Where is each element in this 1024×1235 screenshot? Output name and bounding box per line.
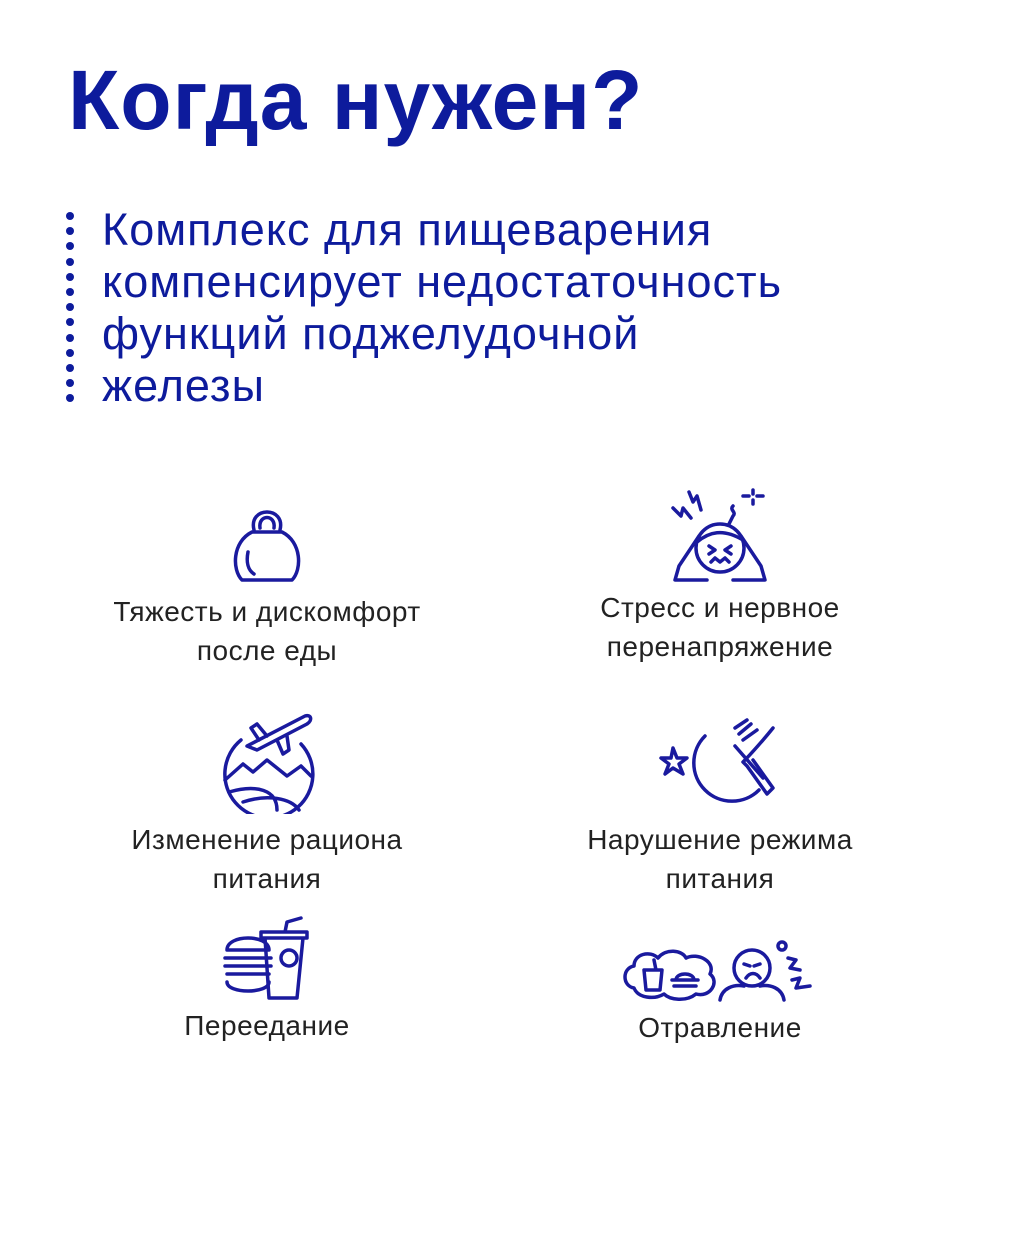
airplane-travel-icon — [217, 710, 317, 814]
subtitle-line: Комплекс для пищеварения — [102, 204, 713, 255]
item-label: после еды — [196, 635, 338, 666]
subtitle-line: функций поджелудочной — [102, 308, 640, 359]
page-title: Когда нужен? — [68, 53, 644, 147]
dotted-divider — [64, 212, 76, 408]
item-label: питания — [665, 863, 775, 894]
subtitle-line: компенсирует недостаточность — [102, 256, 783, 307]
nauseous-person-icon — [620, 938, 820, 1002]
item-stress — [490, 486, 950, 666]
item-label: питания — [212, 863, 322, 894]
item-regime — [490, 718, 950, 898]
stressed-person-icon — [665, 486, 775, 582]
item-label: перенапряжение — [606, 631, 834, 662]
item-label: Переедание — [184, 1010, 350, 1041]
kettlebell-icon — [222, 500, 312, 586]
item-diet-change — [37, 710, 497, 898]
subtitle-line: железы — [102, 360, 265, 411]
item-poisoning — [490, 938, 950, 1047]
moon-fork-knife-icon — [655, 718, 785, 814]
item-label: Нарушение режима — [587, 824, 853, 855]
item-label: Тяжесть и дискомфорт — [113, 596, 421, 627]
item-overeating — [37, 914, 497, 1045]
burger-drink-icon — [219, 914, 315, 1000]
item-heaviness — [37, 500, 497, 670]
item-label: Стресс и нервное — [600, 592, 840, 623]
subtitle — [102, 204, 782, 412]
item-label: Отравление — [638, 1012, 802, 1043]
item-label: Изменение рациона — [131, 824, 403, 855]
